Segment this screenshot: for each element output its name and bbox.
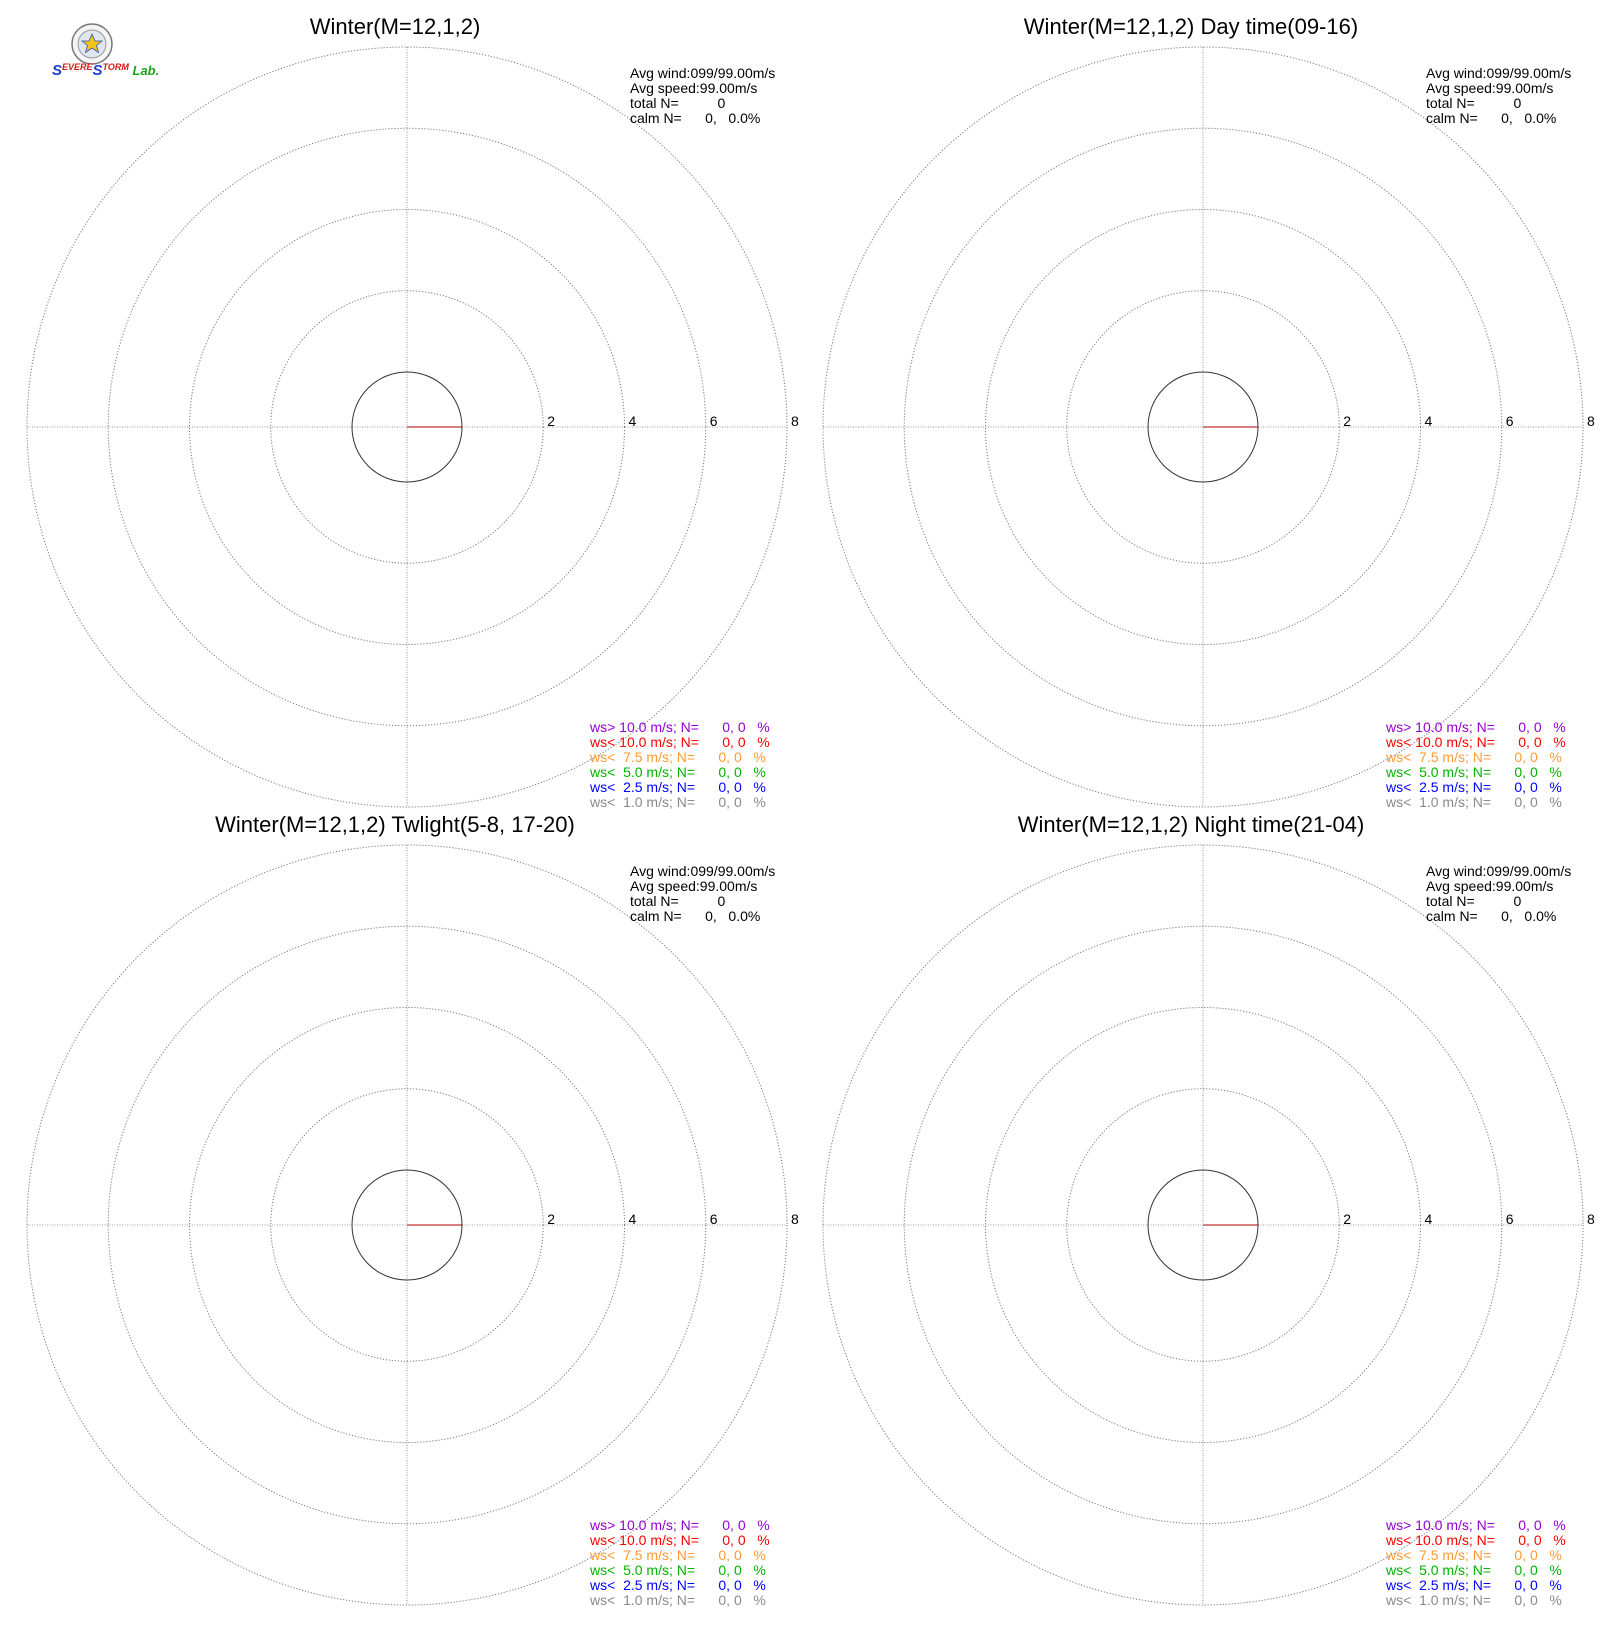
radial-tick-label-6: 6 — [709, 413, 718, 429]
panel-title: Winter(M=12,1,2) Twlight(5-8, 17-20) — [215, 812, 575, 837]
legend-entry-1: ws> 10.0 m/s; N= 0, 0 % — [590, 1517, 770, 1533]
radial-tick-label-6: 6 — [1505, 413, 1514, 429]
legend-entry-1: ws> 10.0 m/s; N= 0, 0 % — [590, 719, 770, 735]
wind-rose-panel-4 — [823, 812, 1595, 1608]
legend-entry-3: ws< 7.5 m/s; N= 0, 0 % — [590, 1547, 766, 1563]
stats-line-1: Avg wind:099/99.00m/s — [1426, 863, 1572, 879]
radial-tick-label-8: 8 — [1587, 1211, 1595, 1227]
legend-entry-2: ws< 10.0 m/s; N= 0, 0 % — [1386, 734, 1566, 750]
legend-entry-2: ws< 10.0 m/s; N= 0, 0 % — [590, 1532, 770, 1548]
stats-line-2: Avg speed:99.00m/s — [1426, 878, 1554, 894]
radial-tick-label-4: 4 — [628, 413, 637, 429]
legend-entry-3: ws< 7.5 m/s; N= 0, 0 % — [1386, 1547, 1562, 1563]
stats-line-3: total N= 0 — [630, 95, 726, 111]
wind-rose-panel-1 — [27, 14, 799, 810]
stats-line-1: Avg wind:099/99.00m/s — [630, 863, 776, 879]
legend-entry-1: ws> 10.0 m/s; N= 0, 0 % — [1386, 1517, 1566, 1533]
radial-tick-label-8: 8 — [791, 413, 799, 429]
legend-entry-6: ws< 1.0 m/s; N= 0, 0 % — [590, 794, 766, 810]
panel-title: Winter(M=12,1,2) Day time(09-16) — [1023, 14, 1359, 39]
legend-entry-6: ws< 1.0 m/s; N= 0, 0 % — [1386, 794, 1562, 810]
legend-entry-4: ws< 5.0 m/s; N= 0, 0 % — [1386, 1562, 1562, 1578]
radial-tick-label-4: 4 — [1424, 413, 1433, 429]
legend-entry-5: ws< 2.5 m/s; N= 0, 0 % — [1386, 1577, 1562, 1593]
wind-rose-panel-3 — [27, 812, 799, 1608]
panel-title: Winter(M=12,1,2) Night time(21-04) — [1017, 812, 1365, 837]
stats-line-3: total N= 0 — [1426, 95, 1522, 111]
legend-entry-5: ws< 2.5 m/s; N= 0, 0 % — [590, 779, 766, 795]
stats-line-3: total N= 0 — [630, 893, 726, 909]
legend-entry-3: ws< 7.5 m/s; N= 0, 0 % — [590, 749, 766, 765]
radial-tick-label-4: 4 — [1424, 1211, 1433, 1227]
radial-tick-label-2: 2 — [547, 413, 556, 429]
legend-entry-5: ws< 2.5 m/s; N= 0, 0 % — [590, 1577, 766, 1593]
lab-seal-icon — [52, 22, 144, 66]
lab-logo — [52, 22, 160, 84]
radial-tick-label-4: 4 — [628, 1211, 637, 1227]
stats-line-2: Avg speed:99.00m/s — [630, 878, 758, 894]
legend-entry-2: ws< 10.0 m/s; N= 0, 0 % — [1386, 1532, 1566, 1548]
radial-tick-label-6: 6 — [709, 1211, 718, 1227]
stats-line-4: calm N= 0, 0.0% — [1426, 908, 1557, 924]
stats-line-3: total N= 0 — [1426, 893, 1522, 909]
radial-tick-label-6: 6 — [1505, 1211, 1514, 1227]
stats-line-1: Avg wind:099/99.00m/s — [1426, 65, 1572, 81]
radial-tick-label-2: 2 — [1343, 413, 1352, 429]
radial-tick-label-8: 8 — [791, 1211, 799, 1227]
legend-entry-1: ws> 10.0 m/s; N= 0, 0 % — [1386, 719, 1566, 735]
legend-entry-6: ws< 1.0 m/s; N= 0, 0 % — [590, 1592, 766, 1608]
wind-rose-panel-2 — [823, 14, 1595, 810]
radial-tick-label-2: 2 — [547, 1211, 556, 1227]
radial-tick-label-8: 8 — [1587, 413, 1595, 429]
legend-entry-4: ws< 5.0 m/s; N= 0, 0 % — [1386, 764, 1562, 780]
legend-entry-3: ws< 7.5 m/s; N= 0, 0 % — [1386, 749, 1562, 765]
stats-line-1: Avg wind:099/99.00m/s — [630, 65, 776, 81]
panel-title: Winter(M=12,1,2) — [309, 14, 481, 39]
legend-entry-5: ws< 2.5 m/s; N= 0, 0 % — [1386, 779, 1562, 795]
stats-line-2: Avg speed:99.00m/s — [1426, 80, 1554, 96]
legend-entry-4: ws< 5.0 m/s; N= 0, 0 % — [590, 764, 766, 780]
radial-tick-label-2: 2 — [1343, 1211, 1352, 1227]
stats-line-4: calm N= 0, 0.0% — [630, 908, 761, 924]
stats-line-2: Avg speed:99.00m/s — [630, 80, 758, 96]
legend-entry-6: ws< 1.0 m/s; N= 0, 0 % — [1386, 1592, 1562, 1608]
stats-line-4: calm N= 0, 0.0% — [1426, 110, 1557, 126]
legend-entry-2: ws< 10.0 m/s; N= 0, 0 % — [590, 734, 770, 750]
stats-line-4: calm N= 0, 0.0% — [630, 110, 761, 126]
legend-entry-4: ws< 5.0 m/s; N= 0, 0 % — [590, 1562, 766, 1578]
lab-logo-wordmark: $S^{EVERE}S^{TORM}$ Lab. — [52, 62, 160, 79]
